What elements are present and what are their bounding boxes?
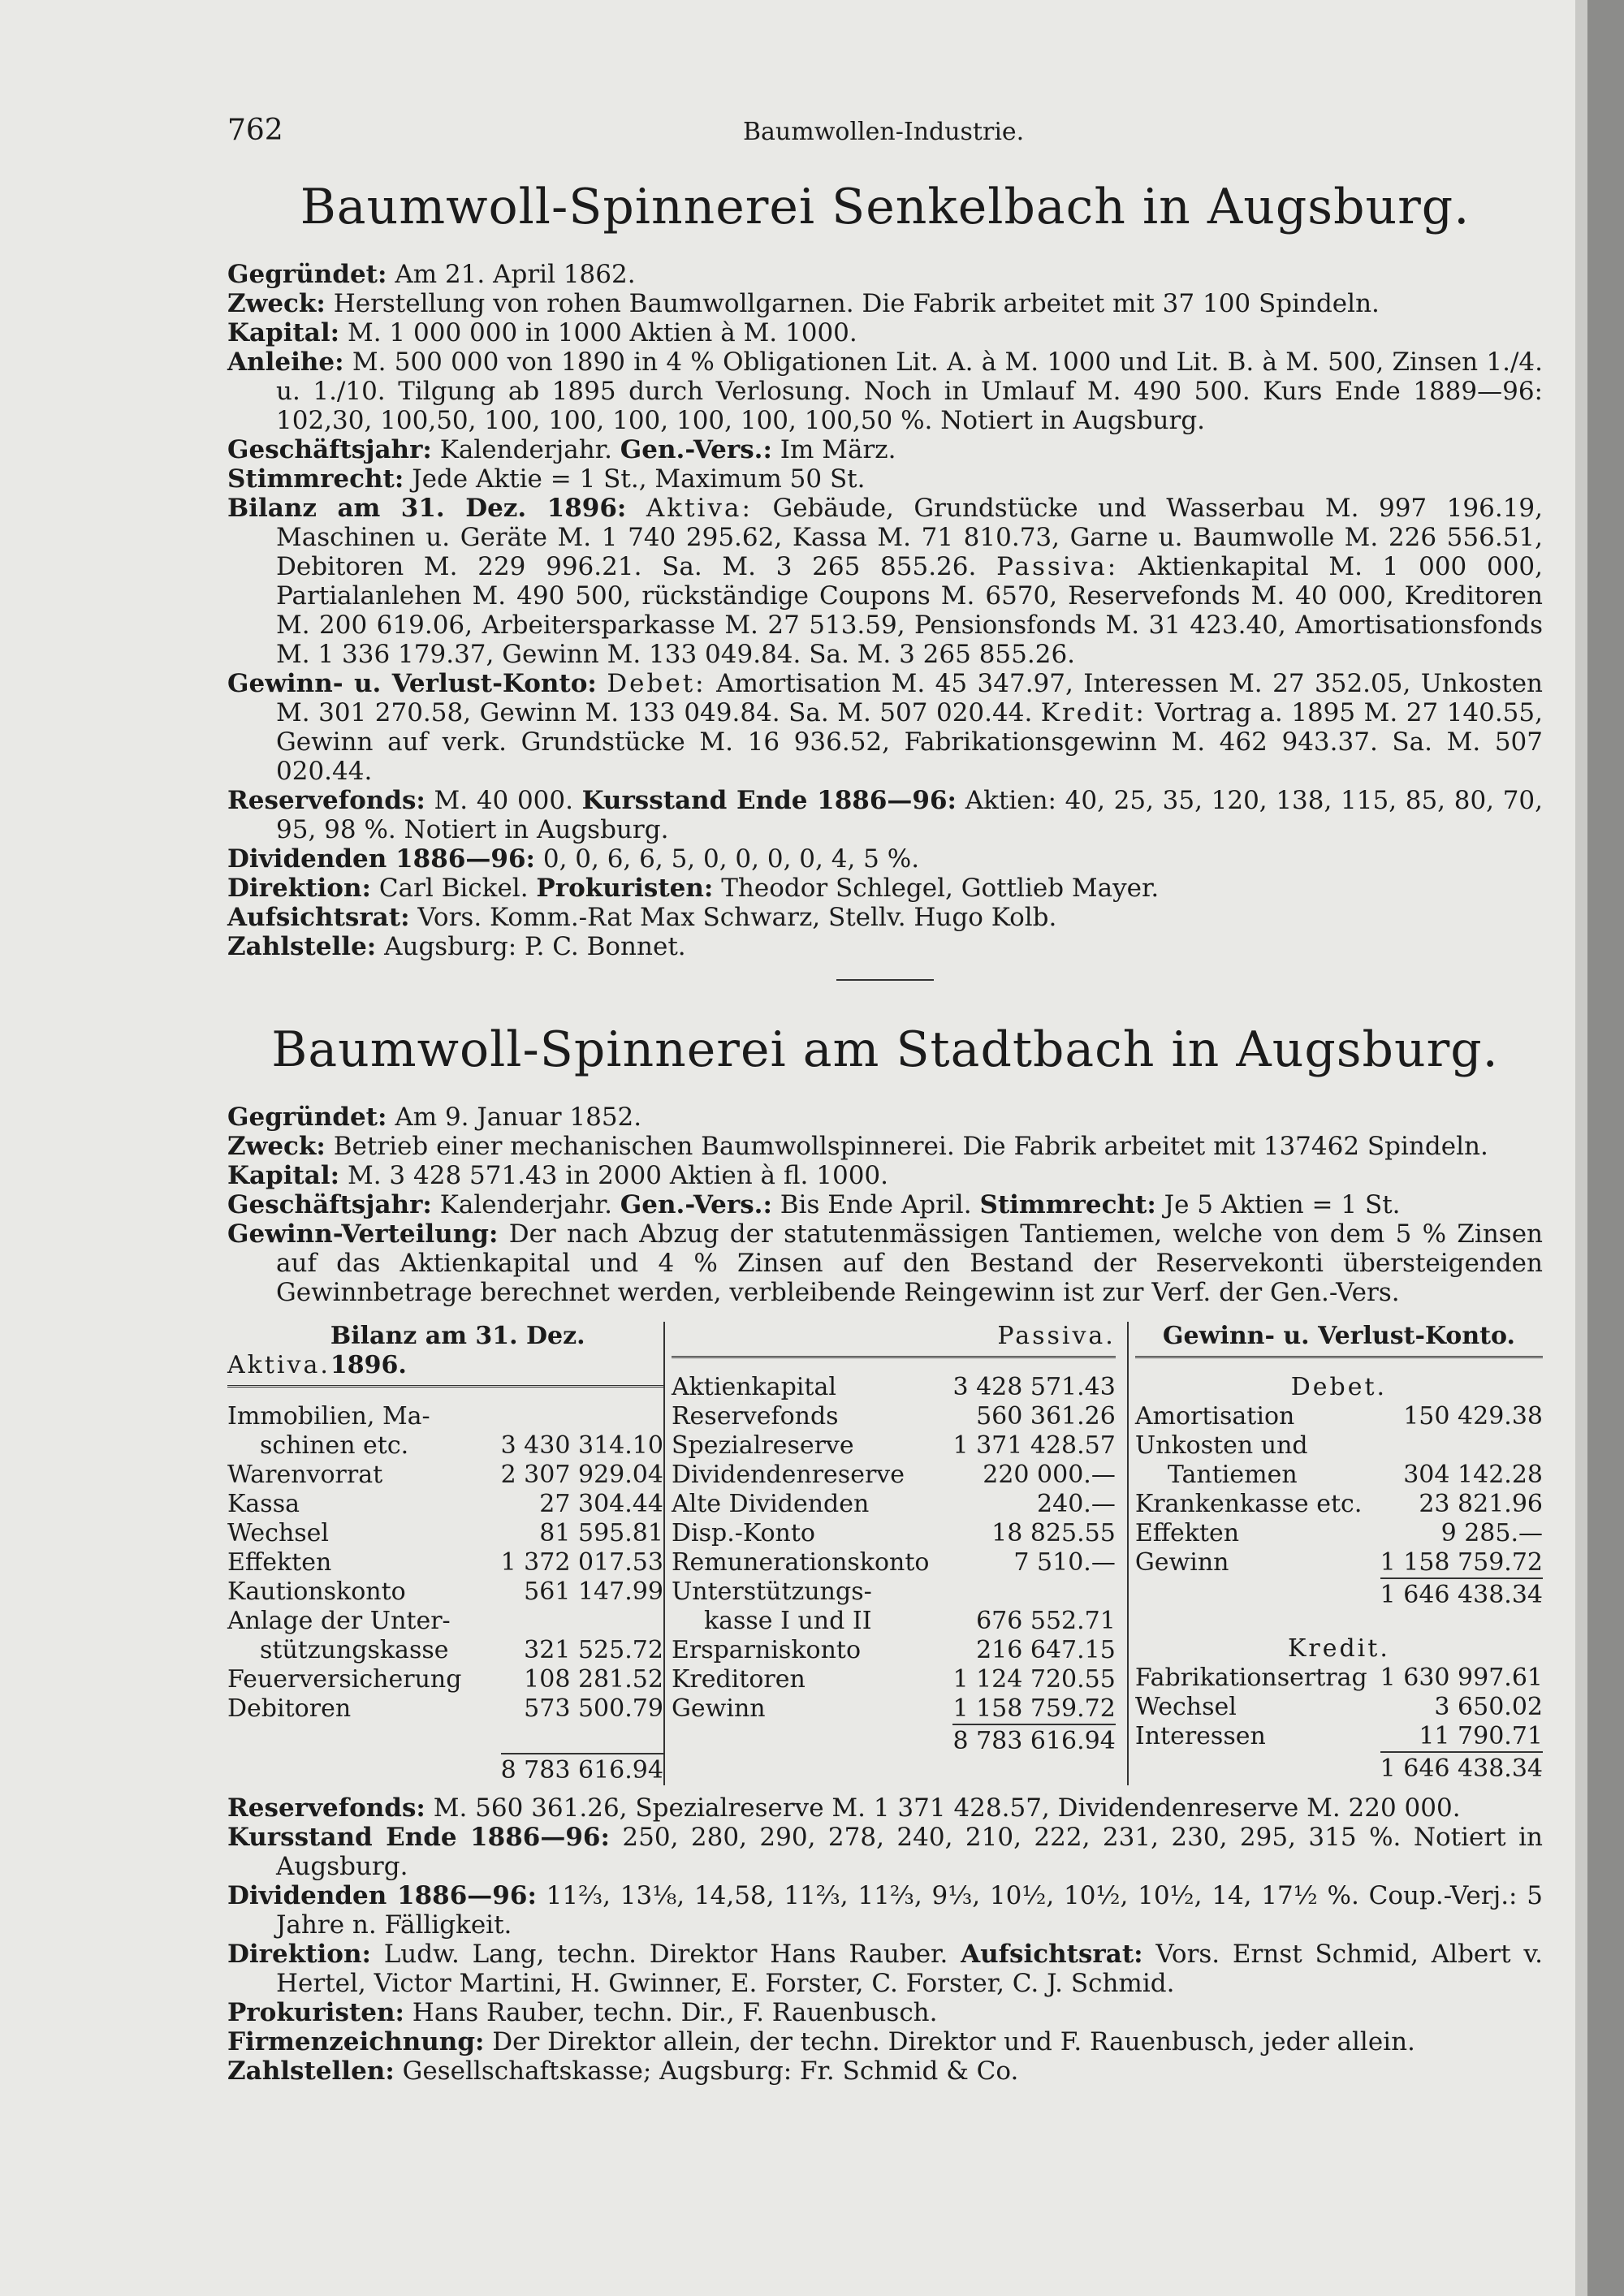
table-row [227,1490,663,1519]
entry-text: Am 21. April 1862. [395,260,636,289]
entry-text: Gebäude, Grundstücke und Wasserbau M. 997 196.19, Maschinen u. Geräte M. 1 740 295.62, Kassa M. 71 810.73, Garne u. Baumwolle M. 226 556.51, Debitoren M. 229 996.21. Sa. M. 3 265 855.26. [276,494,1543,581]
entry-label: Kapital: [227,1161,340,1190]
entry-text: Im März. [780,435,896,464]
row-value: 9 285.— [1440,1519,1543,1547]
row-value: 2 307 929.04 [500,1461,663,1489]
bilanz-heading: Bilanz am 31. Dez. 1896. [330,1322,585,1379]
entry-text: Aktien: 40, 25, 35, 120, 138, 115, 85, 80, 70, 95, 98 %. Notiert in Augsburg. [276,786,1543,844]
row-label: Tantiemen [1167,1461,1298,1489]
row-label: stützungskasse [260,1636,449,1664]
entry-gegruendet [227,1103,1543,1132]
row-label: Effekten [227,1548,332,1577]
entry-kursstand [227,1823,1543,1881]
passiva-total-row [672,1724,1116,1756]
entry-label: Geschäftsjahr: [227,1190,432,1219]
row-value: 1 158 759.72 [952,1694,1116,1723]
section-divider [836,979,934,981]
entry-text: Vortrag a. 1895 M. 27 140.55, Gewinn auf verk. Grundstücke M. 16 936.52, Fabrikationsgewinn M. 462 943.37. Sa. M. 507 020.44. [276,698,1543,786]
entry-text: Der nach Abzug der statutenmässigen Tantiemen, welche von dem 5 % Zinsen auf das Aktienkapital und 4 % Zinsen auf den Bestand der Reservekonti übersteigenden Gewinnbetrage berechnet werden, verbleibende Reingewinn ist zur Verf. der Gen.-Vers. [276,1219,1544,1307]
aktiva-header [227,1322,663,1388]
row-label: Gewinn [1134,1548,1229,1577]
row-label: kasse I und II [703,1607,872,1635]
row-label: Reservefonds [671,1402,839,1431]
entry-text: Ludw. Lang, techn. Direktor Hans Rauber. [383,1940,948,1969]
debet-heading: Debet. [1290,1373,1388,1401]
row-label: Debitoren [227,1694,352,1723]
entry-label: Anleihe: [227,347,344,377]
row-label: Unkosten und [1134,1431,1308,1460]
row-label: Unterstützungs- [671,1577,872,1606]
passiva-total: 8 783 616.94 [952,1724,1115,1756]
table-row [227,1607,663,1636]
entry-label: Zahlstellen: [227,2056,395,2086]
row-label: Alte Dividenden [671,1490,870,1518]
kredit-total: 1 646 438.34 [1380,1751,1543,1784]
entry-geschaeftsjahr [227,1190,1543,1219]
row-label: Krankenkasse etc. [1134,1490,1363,1518]
table-row [227,1519,663,1548]
table-row [227,1548,663,1577]
entry-text: Jede Aktie = 1 St., Maximum 50 St. [412,464,866,494]
entry-text: Aktienkapital M. 1 000 000, Partialanlehen M. 490 500, rückständige Coupons M. 6570, Reservefonds M. 40 000, Kreditoren M. 200 619.06, Arbeitersparkasse M. 27 513.59, Pensionsfonds M. 31 423.40, Amortisationsfonds M. 1 336 179.37, Gewinn M. 133 049.84. Sa. M. 3 265 855.26. [276,552,1544,669]
entry-text: Der Direktor allein, der techn. Direktor und F. Rauenbusch, jeder allein. [492,2027,1415,2056]
guv-heading: Gewinn- u. Verlust-Konto. [1162,1322,1515,1350]
entry-text: Betrieb einer mechanischen Baumwollspinnerei. Die Fabrik arbeitet mit 137462 Spindeln. [333,1132,1488,1161]
table-row [227,1461,663,1490]
passiva-column [663,1322,1116,1785]
aktiva-total-row [227,1753,663,1785]
table-row [1135,1693,1543,1722]
entry-text: 0, 0, 6, 6, 5, 0, 0, 0, 0, 4, 5 %. [542,844,920,874]
entry-text: Kalenderjahr. [439,1190,612,1219]
entry-label: Kapital: [227,318,340,347]
kredit-total-row [1135,1751,1543,1784]
entry-zahlstelle [227,932,1543,961]
table-row [227,1577,663,1607]
entry-label: Gen.-Vers.: [620,435,772,464]
entry-label: Dividenden 1886—96: [227,844,535,874]
entry-text: Amortisation M. 45 347.97, Interessen M. 27 352.05, Unkosten M. 301 270.58, Gewinn M. 133 049.84. Sa. M. 507 020.44. [276,669,1544,727]
table-row [672,1461,1116,1490]
entry-text: Carl Bickel. [378,874,529,903]
row-value: 23 821.96 [1419,1490,1543,1518]
entry-label: Kursstand Ende 1886—96: [581,786,957,815]
row-value: 3 430 314.10 [500,1431,663,1460]
entry-label: Stimmrecht: [227,464,404,494]
entry-text: Vors. Ernst Schmid, Albert v. Hertel, Victor Martini, H. Gwinner, E. Forster, C. Forster, C. J. Schmid. [276,1940,1544,1998]
entry-reservefonds [227,786,1543,844]
entry-kapital [227,1161,1543,1190]
scan-edge [1587,0,1624,2296]
table-row [227,1694,663,1724]
balance-table [227,1322,1543,1785]
row-value: 304 142.28 [1403,1461,1543,1489]
table-row [672,1490,1116,1519]
entry-label: Bilanz am 31. Dez. 1896: [227,494,627,523]
aktiva-column [227,1322,663,1785]
page-gutter-shadow [1575,0,1587,2296]
entry-stimmrecht [227,464,1543,494]
entry-text: M. 1 000 000 in 1000 Aktien à M. 1000. [347,318,857,347]
entry-dividenden [227,844,1543,874]
entry-text: Theodor Schlegel, Gottlieb Mayer. [721,874,1160,903]
debet-rows [1135,1402,1543,1577]
entry-text: Vors. Komm.-Rat Max Schwarz, Stellv. Hugo Kolb. [417,903,1057,932]
entry-reservefonds [227,1793,1543,1823]
entry-kapital [227,318,1543,347]
entry-zweck [227,289,1543,318]
table-row [672,1402,1116,1431]
running-title: Baumwollen-Industrie. [743,118,1025,146]
aktiva-rows [227,1402,663,1724]
entry-firmenzeichnung [227,2027,1543,2056]
row-label: Amortisation [1134,1402,1295,1431]
entry-label: Direktion: [227,874,371,903]
company-title-stadtbach: Baumwoll-Spinnerei am Stadtbach in Augsburg. [271,1021,1499,1078]
debet-word: Debet: [607,669,706,698]
row-label: Aktienkapital [671,1373,836,1401]
row-value: 7 510.— [1013,1548,1116,1577]
passiva-rows [672,1373,1116,1724]
row-value: 108 281.52 [524,1665,663,1694]
row-label: Fabrikationsertrag [1134,1664,1367,1692]
table-row [672,1431,1116,1461]
debet-total: 1 646 438.34 [1380,1577,1543,1610]
row-label: Immobilien, Ma- [227,1402,430,1431]
entry-label: Zahlstelle: [227,932,377,961]
row-label: Effekten [1134,1519,1240,1547]
table-row [1135,1402,1543,1431]
entry-label: Dividenden 1886—96: [227,1881,537,1910]
table-row [1135,1490,1543,1519]
row-label: Wechsel [1134,1693,1237,1721]
row-value: 150 429.38 [1403,1402,1543,1431]
table-row [227,1665,663,1694]
entry-label: Prokuristen: [227,1998,404,2027]
row-value: 1 371 428.57 [952,1431,1116,1460]
row-label: Disp.-Konto [671,1519,815,1547]
entry-label: Gegründet: [227,260,387,289]
entry-label: Firmenzeichnung: [227,2027,485,2056]
entry-label: Gewinn-Verteilung: [227,1219,499,1249]
entry-label: Zweck: [227,1132,326,1161]
entry-label: Reservefonds: [227,786,425,815]
entry-text: Kalenderjahr. [439,435,612,464]
entry-zahlstellen [227,2056,1543,2086]
row-value: 27 304.44 [539,1490,663,1518]
row-value: 3 650.02 [1434,1693,1543,1721]
table-row [1135,1461,1543,1490]
row-value: 81 595.81 [539,1519,663,1547]
table-row [672,1636,1116,1665]
table-row [1135,1431,1543,1461]
row-value: 560 361.26 [976,1402,1116,1431]
debet-total-row [1135,1577,1543,1610]
row-value: 240.— [1037,1490,1116,1518]
table-row [672,1694,1116,1724]
entry-text: M. 560 361.26, Spezialreserve M. 1 371 428.57, Dividendenreserve M. 220 000. [433,1793,1461,1823]
entry-text: Augsburg: P. C. Bonnet. [384,932,686,961]
page-header [227,97,1543,170]
entry-gegruendet [227,260,1543,289]
company-title-senkelbach: Baumwoll-Spinnerei Senkelbach in Augsburg. [300,179,1471,235]
row-value: 216 647.15 [976,1636,1116,1664]
kredit-heading: Kredit. [1287,1634,1390,1663]
row-value: 321 525.72 [524,1636,663,1664]
entry-text: Gesellschaftskasse; Augsburg: Fr. Schmid & Co. [402,2056,1019,2086]
entry-zweck [227,1132,1543,1161]
row-value: 1 124 720.55 [952,1665,1116,1694]
entry-text: 11⅔, 13⅛, 14,58, 11⅔, 11⅔, 9⅓, 10½, 10½, 10½, 14, 17½ %. Coup.-Verj.: 5 Jahre n. Fälligkeit. [276,1881,1543,1940]
entry-label: Direktion: [227,1940,371,1969]
entry-label: Stimmrecht: [979,1190,1156,1219]
row-label: Warenvorrat [227,1461,383,1489]
row-value: 676 552.71 [976,1607,1116,1635]
row-value: 1 158 759.72 [1380,1548,1543,1577]
aktiva-heading: Aktiva. [227,1351,330,1379]
row-label: Feuerversicherung [227,1665,462,1694]
entry-gewinn-verteilung [227,1219,1543,1307]
entry-prokuristen [227,1998,1543,2027]
entry-gewinn-verlust [227,669,1543,786]
guv-header [1135,1322,1543,1358]
entry-text: Je 5 Aktien = 1 St. [1164,1190,1401,1219]
row-label: Dividendenreserve [671,1461,905,1489]
kredit-word: Kredit: [1040,698,1147,727]
entry-bilanz [227,494,1543,669]
table-row [227,1431,663,1461]
row-value: 11 790.71 [1419,1722,1543,1750]
page-content [227,97,1543,2086]
passiva-word: Passiva: [996,552,1119,581]
kredit-rows [1135,1664,1543,1751]
entry-label: Geschäftsjahr: [227,435,432,464]
table-row [1135,1548,1543,1577]
entry-label: Gewinn- u. Verlust-Konto: [227,669,597,698]
row-value: 573 500.79 [524,1694,663,1723]
passiva-header [672,1322,1116,1358]
row-label: Kassa [227,1490,300,1518]
entry-text: Bis Ende April. [780,1190,972,1219]
row-label: Interessen [1134,1722,1266,1750]
row-value: 561 147.99 [524,1577,663,1606]
row-label: Kautionskonto [227,1577,406,1606]
row-value: 1 630 997.61 [1380,1664,1543,1692]
entry-label: Prokuristen: [536,874,714,903]
row-label: Wechsel [227,1519,330,1547]
row-label: Gewinn [671,1694,766,1723]
row-label: Spezialreserve [671,1431,854,1460]
entry-geschaeftsjahr [227,435,1543,464]
table-row [672,1373,1116,1402]
entry-label: Aufsichtsrat: [227,903,410,932]
row-value: 220 000.— [983,1461,1116,1489]
entry-dividenden [227,1881,1543,1940]
table-row [672,1665,1116,1694]
table-row [1135,1664,1543,1693]
table-row [672,1577,1116,1607]
entry-anleihe [227,347,1543,435]
row-label: Ersparniskonto [671,1636,862,1664]
row-label: schinen etc. [260,1431,409,1460]
entry-label: Zweck: [227,289,326,318]
entry-text: Hans Rauber, techn. Dir., F. Rauenbusch. [412,1998,938,2027]
aktiva-word: Aktiva: [646,494,753,523]
row-value: 18 825.55 [991,1519,1116,1547]
table-row [672,1519,1116,1548]
entry-text: Herstellung von rohen Baumwollgarnen. Die Fabrik arbeitet mit 37 100 Spindeln. [333,289,1380,318]
table-row [672,1607,1116,1636]
page-number: 762 [227,114,283,147]
entry-text: M. 40 000. [434,786,573,815]
entry-direktion [227,1940,1543,1998]
row-label: Anlage der Unter- [227,1607,451,1635]
row-label: Kreditoren [671,1665,806,1694]
entry-aufsichtsrat [227,903,1543,932]
table-row [227,1636,663,1665]
gewinn-verlust-column [1127,1322,1543,1785]
aktiva-total: 8 783 616.94 [501,1753,663,1785]
entry-label: Reservefonds: [227,1793,425,1823]
table-row [227,1402,663,1431]
entry-label: Aufsichtsrat: [961,1940,1143,1969]
entry-direktion [227,874,1543,903]
entry-text: M. 3 428 571.43 in 2000 Aktien à fl. 1000. [347,1161,888,1190]
entry-label: Gegründet: [227,1103,387,1132]
entry-label: Gen.-Vers.: [620,1190,772,1219]
entry-label: Kursstand Ende 1886—96: [227,1823,610,1852]
row-value: 3 428 571.43 [952,1373,1116,1401]
entry-text: 250, 280, 290, 278, 240, 210, 222, 231, 230, 295, 315 %. Notiert in Augsburg. [276,1823,1543,1881]
row-label: Remunerationskonto [671,1548,930,1577]
entry-text: Am 9. Januar 1852. [395,1103,642,1132]
row-value: 1 372 017.53 [500,1548,663,1577]
table-row [1135,1519,1543,1548]
table-row [672,1548,1116,1577]
table-row [1135,1722,1543,1751]
entry-text: M. 500 000 von 1890 in 4 % Obligationen Lit. A. à M. 1000 und Lit. B. à M. 500, Zinsen 1./4. u. 1./10. Tilgung ab 1895 durch Verlosung. Noch in Umlauf M. 490 500. Kurs Ende 1889—96: 102,30, 100,50, 100, 100, 100, 100, 100, 100,50 %. Notiert in Augsburg. [276,347,1543,435]
passiva-heading: Passiva. [997,1322,1116,1350]
